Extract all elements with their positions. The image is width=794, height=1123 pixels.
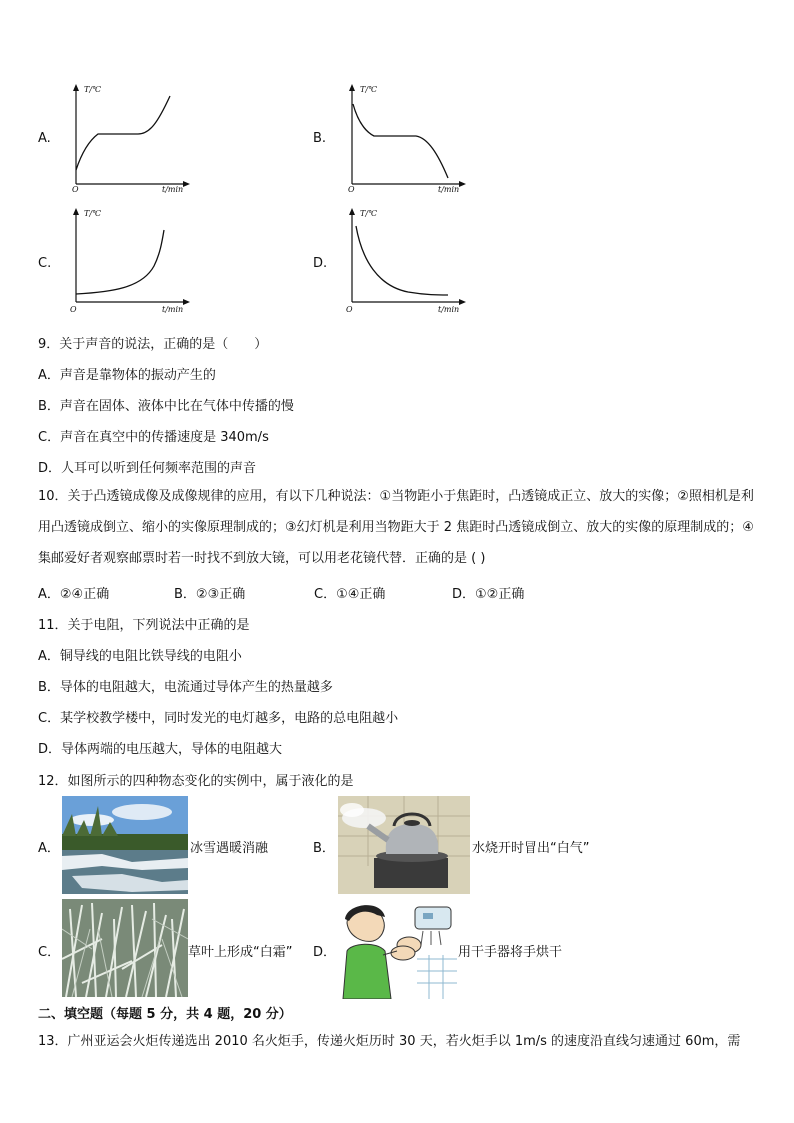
q12-option-d-letter: D． <box>313 945 337 960</box>
graph-b-origin: O <box>348 185 355 194</box>
q10-option-a: A．②④正确 <box>38 587 110 602</box>
q10-stem: 10．关于凸透镜成像及成像规律的应用，有以下几种说法：①当物距小于焦距时，凸透镜成正立、放大的实像；②照相机是利用凸透镜成倒立、缩小的实像原理制成的；③幻灯机是利用当物距大于 2 焦距时凸透镜成倒立、放大的实像的原理制成的；④集邮爱好者观察邮票时若一时找不到放大镜，可以用老花镜代替．正确的是 ( ) <box>38 489 754 566</box>
graph-c-xlabel: t/min <box>162 305 184 314</box>
q12-option-c-caption: 草叶上形成“白霜” <box>188 945 293 960</box>
q12-option-b-caption: 水烧开时冒出“白气” <box>472 841 590 856</box>
q12-option-c-letter: C． <box>38 945 61 960</box>
graph-d-origin: O <box>346 305 353 314</box>
q9-option-b: B．声音在固体、液体中比在气体中传播的慢 <box>38 399 294 414</box>
option-a-letter: A. <box>38 131 51 146</box>
q12-option-a-caption: 冰雪遇暖消融 <box>190 841 269 856</box>
section-heading: 二、填空题（每题 5 分，共 4 题，20 分） <box>38 1007 292 1022</box>
q9-option-a: A．声音是靠物体的振动产生的 <box>38 368 216 383</box>
q9-option-d: D．人耳可以听到任何频率范围的声音 <box>38 461 257 476</box>
q11-option-c: C．某学校教学楼中，同时发光的电灯越多，电路的总电阻越小 <box>38 711 399 726</box>
graph-d <box>338 206 468 318</box>
graph-b-ylabel: T/℃ <box>360 85 377 94</box>
graph-a-origin: O <box>72 185 79 194</box>
q10-option-c: C．①④正确 <box>314 587 386 602</box>
hand-dryer-image <box>337 899 457 999</box>
snow-melt-image <box>62 796 188 894</box>
q11-option-b: B．导体的电阻越大，电流通过导体产生的热量越多 <box>38 680 333 695</box>
q12-option-a-letter: A． <box>38 841 60 856</box>
graph-c-origin: O <box>70 305 77 314</box>
q11-option-d: D．导体两端的电压越大，导体的电阻越大 <box>38 742 283 757</box>
q11-stem: 11．关于电阻，下列说法中正确的是 <box>38 618 250 633</box>
q12-option-b-letter: B． <box>313 841 335 856</box>
option-b-letter: B. <box>313 131 327 146</box>
graph-a <box>62 82 192 194</box>
frost-grass-image <box>62 899 188 997</box>
graph-d-xlabel: t/min <box>438 305 460 314</box>
graph-a-ylabel: T/℃ <box>84 85 101 94</box>
graph-c-ylabel: T/℃ <box>84 209 101 218</box>
q13-stem: 13．广州亚运会火炬传递选出 2010 名火炬手，传递火炬历时 30 天，若火炬手以 1m/s 的速度沿直线匀速通过 60m，需 <box>38 1034 741 1049</box>
q10-option-d: D．①②正确 <box>452 587 525 602</box>
graph-d-ylabel: T/℃ <box>360 209 377 218</box>
option-c-letter: C. <box>38 256 52 271</box>
graph-a-xlabel: t/min <box>162 185 184 194</box>
q9-stem: 9．关于声音的说法，正确的是（ ） <box>38 337 268 352</box>
q10-option-b: B．②③正确 <box>174 587 246 602</box>
q9-option-c: C．声音在真空中的传播速度是 340m/s <box>38 430 269 445</box>
graph-b <box>338 82 468 194</box>
q11-option-a: A．铜导线的电阻比铁导线的电阻小 <box>38 649 242 664</box>
q12-stem: 12．如图所示的四种物态变化的实例中，属于液化的是 <box>38 774 354 789</box>
kettle-steam-image <box>338 796 470 894</box>
graph-b-xlabel: t/min <box>438 185 460 194</box>
graph-c <box>62 206 192 318</box>
option-d-letter: D. <box>313 256 328 271</box>
q12-option-d-caption: 用干手器将手烘干 <box>458 945 563 960</box>
